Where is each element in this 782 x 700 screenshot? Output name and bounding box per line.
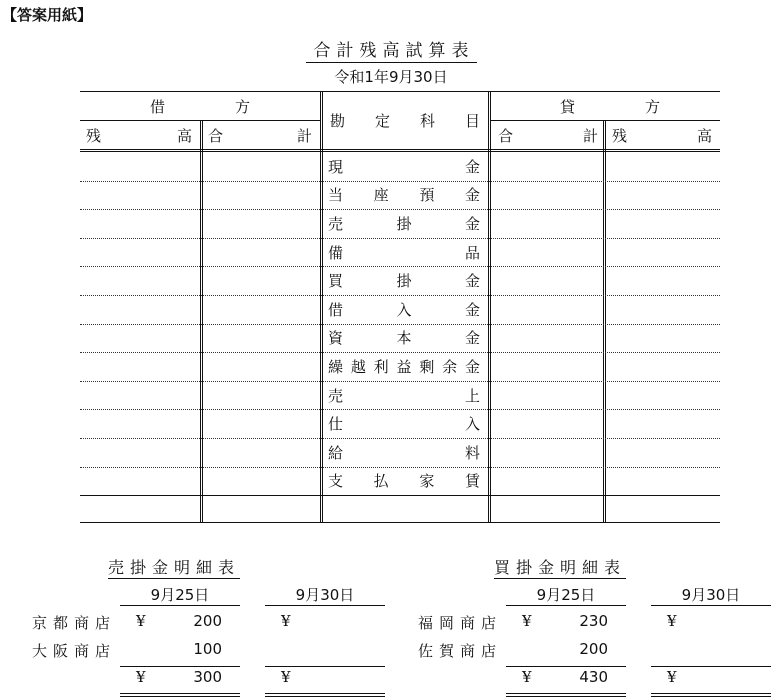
detail-column-header: 9月30日 bbox=[295, 586, 355, 604]
detail-store-name-char: 店 bbox=[94, 614, 110, 632]
account-row-label-char: 益 bbox=[396, 357, 412, 376]
detail-store-name-char: 商 bbox=[73, 642, 89, 660]
account-row-label-char: 繰 bbox=[328, 357, 344, 376]
debit-total-header-char: 合 bbox=[208, 126, 224, 145]
row-separator bbox=[80, 324, 720, 325]
detail-store-name-char: 阪 bbox=[52, 642, 68, 660]
detail-amount: 200 bbox=[579, 640, 608, 658]
row-separator bbox=[80, 181, 720, 182]
account-header-char: 定 bbox=[374, 111, 390, 130]
detail-amount: 430 bbox=[579, 668, 608, 686]
account-row-label-char: 備 bbox=[328, 243, 344, 262]
credit-total-header-char: 合 bbox=[498, 126, 514, 145]
account-row-label-char: 本 bbox=[396, 329, 412, 348]
debit-balance-header-char: 高 bbox=[176, 126, 192, 145]
debit-total-header bbox=[208, 124, 312, 146]
credit-total-header-char: 計 bbox=[582, 126, 598, 145]
row-separator bbox=[80, 381, 720, 382]
account-row-label-char: 利 bbox=[373, 357, 389, 376]
detail-column-header: 9月25日 bbox=[536, 586, 596, 604]
account-row-label-char: 支 bbox=[328, 472, 344, 491]
account-row-label-char: 金 bbox=[464, 214, 480, 233]
detail-title bbox=[108, 555, 338, 578]
account-row-label-char: 資 bbox=[328, 329, 344, 348]
column-rule bbox=[488, 91, 489, 523]
account-row-label-char: 賃 bbox=[464, 472, 480, 491]
row-separator bbox=[80, 438, 720, 439]
detail-double-rule bbox=[651, 693, 771, 694]
debit-header bbox=[150, 95, 250, 117]
account-row-label-char: 払 bbox=[373, 472, 389, 491]
account-row-label-char: 料 bbox=[464, 443, 480, 462]
account-row-label-char: 金 bbox=[464, 272, 480, 291]
account-row-label-char: 売 bbox=[328, 386, 344, 405]
account-row-label-char: 預 bbox=[419, 186, 435, 205]
account-row-label-char: 仕 bbox=[328, 415, 344, 434]
detail-title bbox=[494, 555, 724, 578]
detail-store-name bbox=[418, 612, 496, 633]
detail-amount: 200 bbox=[193, 612, 222, 630]
credit-header-char: 貸 bbox=[560, 97, 576, 116]
account-row-label-char: 給 bbox=[328, 443, 344, 462]
account-row-label-char: 掛 bbox=[396, 272, 412, 291]
account-header-char: 目 bbox=[464, 111, 480, 130]
account-row-label-char: 現 bbox=[328, 157, 344, 176]
answer-sheet-label: 【答案用紙】 bbox=[2, 6, 93, 24]
total-row-rule bbox=[80, 495, 720, 496]
detail-total-rule bbox=[506, 666, 626, 667]
debit-header-char: 借 bbox=[150, 97, 166, 116]
account-row-label-char: 上 bbox=[464, 386, 480, 405]
row-separator bbox=[80, 295, 720, 296]
account-row-label-char: 金 bbox=[464, 357, 480, 376]
account-row-label bbox=[328, 354, 480, 379]
account-row-label-char: 当 bbox=[328, 186, 344, 205]
detail-double-rule bbox=[120, 693, 240, 694]
trial-balance-title: 合計残高試算表 bbox=[0, 36, 782, 61]
account-row-label bbox=[328, 383, 480, 408]
account-row-label bbox=[328, 469, 480, 494]
account-row-label bbox=[328, 411, 480, 436]
detail-header-rule bbox=[120, 605, 240, 606]
table-top-border bbox=[80, 91, 720, 92]
account-row-label bbox=[328, 154, 480, 179]
detail-store-name-char: 店 bbox=[480, 614, 496, 632]
credit-total-header bbox=[498, 124, 598, 146]
account-row-label-char: 品 bbox=[464, 243, 480, 262]
detail-amount: 300 bbox=[193, 668, 222, 686]
account-row-label-char: 掛 bbox=[396, 214, 412, 233]
account-row-label-char: 買 bbox=[328, 272, 344, 291]
detail-store-name-char: 佐 bbox=[418, 642, 434, 660]
header-bottom-rule-2 bbox=[80, 151, 720, 152]
account-header-char: 科 bbox=[419, 111, 435, 130]
detail-yen-sign: ¥ bbox=[522, 612, 532, 630]
payables-detail-table bbox=[418, 555, 782, 700]
account-row-label bbox=[328, 326, 480, 351]
detail-yen-sign: ¥ bbox=[667, 668, 677, 686]
account-row-label-char: 売 bbox=[328, 214, 344, 233]
detail-amount: 100 bbox=[193, 640, 222, 658]
detail-column-header: 9月25日 bbox=[150, 586, 210, 604]
detail-store-name-char: 福 bbox=[418, 614, 434, 632]
trial-balance-table bbox=[80, 91, 720, 523]
column-rule-2 bbox=[490, 91, 491, 523]
detail-yen-sign: ¥ bbox=[136, 668, 146, 686]
account-row-label-char: 余 bbox=[442, 357, 458, 376]
detail-store-name-char: 大 bbox=[32, 642, 48, 660]
column-rule-2 bbox=[322, 91, 323, 523]
account-row-label-char: 金 bbox=[464, 329, 480, 348]
account-row-label-char: 座 bbox=[373, 186, 389, 205]
credit-balance-header bbox=[612, 124, 712, 146]
detail-double-rule-2 bbox=[120, 696, 240, 697]
account-row-label-char: 金 bbox=[464, 157, 480, 176]
debit-total-header-char: 計 bbox=[296, 126, 312, 145]
account-row-label-char: 金 bbox=[464, 300, 480, 319]
account-row-label bbox=[328, 240, 480, 265]
detail-yen-sign: ¥ bbox=[667, 612, 677, 630]
account-row-label-char: 入 bbox=[396, 300, 412, 319]
account-row-label-char: 剰 bbox=[419, 357, 435, 376]
account-row-label bbox=[328, 183, 480, 208]
detail-total-rule bbox=[651, 666, 771, 667]
header-bottom-rule bbox=[80, 149, 720, 150]
detail-yen-sign: ¥ bbox=[281, 612, 291, 630]
detail-title-text: 買掛金明細表 bbox=[494, 558, 627, 577]
account-row-label bbox=[328, 268, 480, 293]
detail-double-rule-2 bbox=[506, 696, 626, 697]
row-separator bbox=[80, 409, 720, 410]
detail-store-name-char: 都 bbox=[52, 614, 68, 632]
credit-balance-header-char: 高 bbox=[696, 126, 712, 145]
account-row-label-char: 入 bbox=[464, 415, 480, 434]
detail-total-rule bbox=[265, 666, 385, 667]
debit-balance-header bbox=[86, 124, 192, 146]
account-header-char: 勘 bbox=[330, 111, 346, 130]
column-rule bbox=[320, 91, 321, 523]
detail-yen-sign: ¥ bbox=[281, 668, 291, 686]
trial-balance-date: 令和1年9月30日 bbox=[334, 68, 448, 86]
account-header bbox=[330, 109, 480, 131]
debit-header-char: 方 bbox=[234, 97, 250, 116]
account-row-label-char: 越 bbox=[350, 357, 366, 376]
detail-store-name bbox=[32, 640, 110, 661]
detail-store-name bbox=[418, 640, 496, 661]
detail-store-name-char: 京 bbox=[32, 614, 48, 632]
credit-header bbox=[560, 95, 660, 117]
credit-balance-header-char: 残 bbox=[612, 126, 628, 145]
account-row-label-char: 金 bbox=[464, 186, 480, 205]
detail-store-name-char: 商 bbox=[459, 642, 475, 660]
detail-column-header: 9月30日 bbox=[681, 586, 741, 604]
detail-double-rule-2 bbox=[265, 696, 385, 697]
detail-double-rule bbox=[265, 693, 385, 694]
account-row-label-char: 家 bbox=[419, 472, 435, 491]
detail-store-name-char: 商 bbox=[459, 614, 475, 632]
credit-header-char: 方 bbox=[644, 97, 660, 116]
account-row-label bbox=[328, 211, 480, 236]
detail-total-rule bbox=[120, 666, 240, 667]
detail-store-name bbox=[32, 612, 110, 633]
detail-yen-sign: ¥ bbox=[522, 668, 532, 686]
row-separator bbox=[80, 467, 720, 468]
detail-yen-sign: ¥ bbox=[136, 612, 146, 630]
detail-store-name-char: 岡 bbox=[438, 614, 454, 632]
row-separator bbox=[80, 266, 720, 267]
detail-header-rule bbox=[651, 605, 771, 606]
account-row-label bbox=[328, 440, 480, 465]
detail-amount: 230 bbox=[579, 612, 608, 630]
detail-store-name-char: 商 bbox=[73, 614, 89, 632]
detail-double-rule bbox=[506, 693, 626, 694]
detail-store-name-char: 店 bbox=[480, 642, 496, 660]
detail-header-rule bbox=[265, 605, 385, 606]
table-bottom-border bbox=[80, 522, 720, 523]
account-row-label-char: 借 bbox=[328, 300, 344, 319]
detail-store-name-char: 賀 bbox=[438, 642, 454, 660]
detail-store-name-char: 店 bbox=[94, 642, 110, 660]
detail-title-text: 売掛金明細表 bbox=[108, 558, 241, 577]
row-separator bbox=[80, 238, 720, 239]
row-separator bbox=[80, 352, 720, 353]
account-row-label bbox=[328, 297, 480, 322]
detail-double-rule-2 bbox=[651, 696, 771, 697]
row-separator bbox=[80, 209, 720, 210]
detail-header-rule bbox=[506, 605, 626, 606]
debit-balance-header-char: 残 bbox=[86, 126, 102, 145]
